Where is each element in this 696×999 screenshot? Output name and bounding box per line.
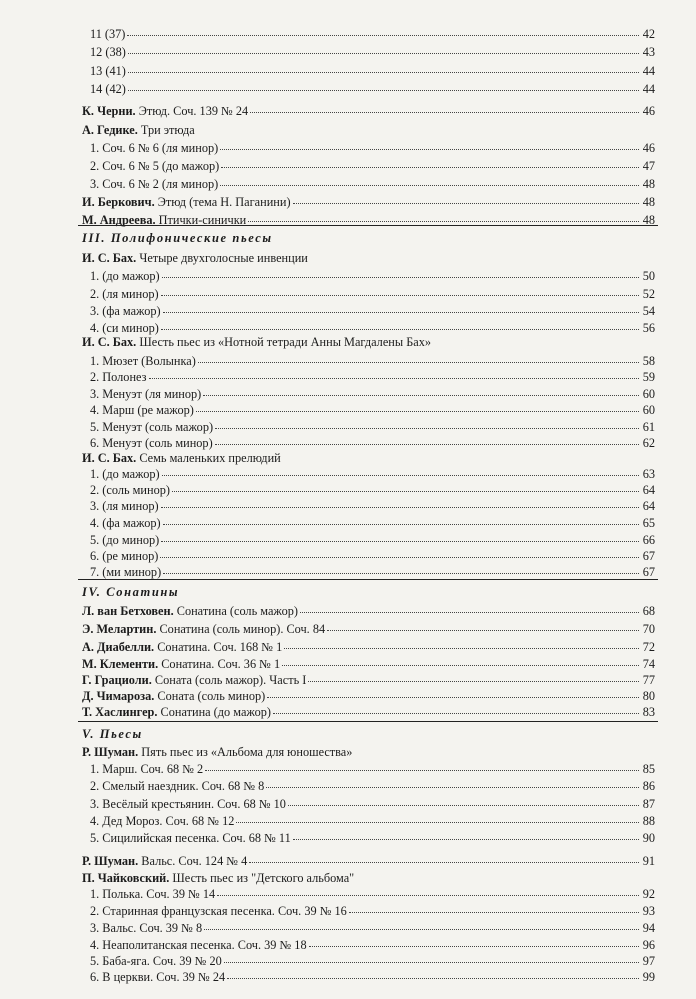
work-title: Птички-синички [158, 213, 247, 227]
page-number: 94 [642, 921, 655, 935]
dot-leader [221, 167, 639, 168]
composer-name: И. С. Бах. [82, 335, 137, 349]
item-title: 5. (до минор) [90, 533, 160, 547]
section-heading: IV. Сонатины [82, 585, 180, 599]
item-title: 1. Марш. Соч. 68 № 2 [90, 762, 204, 776]
item-title: 1. Мюзет (Волынка) [90, 354, 196, 368]
dot-leader [250, 112, 639, 113]
page-number: 67 [642, 549, 655, 563]
toc-item[interactable] [90, 795, 655, 813]
dot-leader [227, 978, 639, 979]
dot-leader [267, 697, 639, 698]
item-title: 2. Полонез [90, 370, 147, 384]
dot-leader [300, 612, 639, 613]
dot-leader [215, 428, 639, 429]
toc-item[interactable] [90, 285, 655, 303]
entry-text [82, 703, 271, 721]
item-title: 5. Сицилийская песенка. Соч. 68 № 11 [90, 831, 291, 845]
item-title: 6. (ре минор) [90, 549, 159, 563]
item-title: 3. (ля минор) [90, 499, 159, 513]
page-number: 97 [642, 954, 655, 968]
item-title: 3. Менуэт (ля минор) [90, 387, 202, 401]
item-title: 5. Баба-яга. Соч. 39 № 20 [90, 954, 222, 968]
dot-leader [266, 787, 639, 788]
toc-entry[interactable] [82, 743, 655, 761]
section-divider [78, 225, 658, 226]
toc-item[interactable] [90, 812, 655, 830]
work-title: Сонатина (соль мажор) [176, 604, 298, 618]
toc-entry[interactable] [82, 852, 655, 870]
dot-leader [249, 862, 639, 863]
toc-item[interactable] [90, 302, 655, 320]
toc-item[interactable] [90, 497, 655, 515]
dot-leader [161, 329, 639, 330]
page-number: 91 [642, 854, 655, 868]
page-number: 64 [642, 483, 655, 497]
dot-leader [309, 946, 639, 947]
toc-item[interactable] [90, 968, 655, 986]
toc-item[interactable] [90, 885, 655, 903]
page-number: 61 [642, 420, 655, 434]
composer-name: А. Диабелли. [82, 640, 155, 654]
item-title: 2. Смелый наездник. Соч. 68 № 8 [90, 779, 265, 793]
toc-item[interactable] [90, 43, 655, 61]
page-number: 50 [642, 269, 655, 283]
dot-leader [163, 524, 639, 525]
page-number: 80 [642, 689, 655, 703]
toc-entry[interactable] [82, 193, 655, 211]
composer-name: Р. Шуман. [82, 854, 139, 868]
work-title: Вальс. Соч. 124 № 4 [141, 854, 248, 868]
page-number: 54 [642, 304, 655, 318]
dot-leader [172, 491, 639, 492]
work-title: Соната (соль мажор). Часть I [154, 673, 307, 687]
work-title: Три этюда [140, 123, 195, 137]
composer-name: Э. Мелартин. [82, 622, 157, 636]
page-number: 90 [642, 831, 655, 845]
toc-entry[interactable] [82, 102, 655, 120]
toc-item[interactable] [90, 25, 655, 43]
item-title: 4. Дед Мороз. Соч. 68 № 12 [90, 814, 235, 828]
entry-text [82, 852, 247, 870]
page-number: 47 [642, 159, 655, 173]
toc-item[interactable] [90, 139, 655, 157]
page-number: 88 [642, 814, 655, 828]
entry-text [82, 211, 246, 229]
composer-name: Г. Грациоли. [82, 673, 152, 687]
work-title: Шесть пьес из "Детского альбома" [172, 871, 355, 885]
toc-item[interactable] [90, 368, 655, 386]
item-title: 11 (37) [90, 27, 126, 41]
toc-item[interactable] [90, 760, 655, 778]
work-title: Сонатина. Соч. 168 № 1 [157, 640, 283, 654]
page-number: 42 [642, 27, 655, 41]
dot-leader [293, 839, 639, 840]
work-title: Этюд (тема Н. Паганини) [157, 195, 291, 209]
toc-entry[interactable] [82, 211, 655, 229]
item-title: 13 (41) [90, 64, 126, 78]
toc-item[interactable] [90, 175, 655, 193]
dot-leader [236, 822, 639, 823]
dot-leader [161, 541, 639, 542]
item-title: 7. (ми минор) [90, 565, 162, 579]
dot-leader [128, 90, 639, 91]
dot-leader [349, 912, 639, 913]
entry-text [82, 620, 325, 638]
page-number: 43 [642, 45, 655, 59]
composer-name: И. С. Бах. [82, 451, 137, 465]
page-number: 44 [642, 82, 655, 96]
entry-text [82, 249, 308, 267]
page-number: 46 [642, 141, 655, 155]
item-title: 1. (до мажор) [90, 269, 160, 283]
toc-item[interactable] [90, 401, 655, 419]
toc-entry[interactable] [82, 620, 655, 638]
page-number: 46 [642, 104, 655, 118]
work-title: Шесть пьес из «Нотной тетради Анны Магдалены Бах» [139, 335, 432, 349]
page-number: 62 [642, 436, 655, 450]
dot-leader [248, 221, 639, 222]
dot-leader [203, 395, 639, 396]
toc-item[interactable] [90, 514, 655, 532]
page-number: 83 [642, 705, 655, 719]
page-number: 66 [642, 533, 655, 547]
dot-leader [273, 713, 639, 714]
entry-text [82, 102, 248, 120]
page-number: 96 [642, 938, 655, 952]
page-number: 93 [642, 904, 655, 918]
page-number: 67 [642, 565, 655, 579]
item-title: 6. Менуэт (соль минор) [90, 436, 213, 450]
page-number: 60 [642, 403, 655, 417]
toc-item[interactable] [90, 80, 655, 98]
dot-leader [224, 962, 639, 963]
dot-leader [204, 929, 639, 930]
item-title: 14 (42) [90, 82, 126, 96]
page-number: 44 [642, 64, 655, 78]
dot-leader [160, 557, 639, 558]
toc-entry[interactable] [82, 333, 655, 351]
item-title: 3. Весёлый крестьянин. Соч. 68 № 10 [90, 797, 286, 811]
page-number: 85 [642, 762, 655, 776]
toc-entry[interactable] [82, 121, 655, 139]
item-title: 3. Вальс. Соч. 39 № 8 [90, 921, 203, 935]
toc-entry[interactable] [82, 638, 655, 656]
page-number: 87 [642, 797, 655, 811]
composer-name: Д. Чимароза. [82, 689, 155, 703]
item-title: 2. Старинная французская песенка. Соч. 39 № 16 [90, 904, 347, 918]
composer-name: И. С. Бах. [82, 251, 137, 265]
dot-leader [220, 149, 639, 150]
dot-leader [198, 362, 639, 363]
toc-item[interactable] [90, 267, 655, 285]
dot-leader [162, 277, 639, 278]
page-number: 70 [642, 622, 655, 636]
item-title: 4. (си минор) [90, 321, 159, 335]
page-number: 74 [642, 657, 655, 671]
page-number: 60 [642, 387, 655, 401]
dot-leader [128, 72, 639, 73]
toc-item[interactable] [90, 157, 655, 175]
item-title: 1. (до мажор) [90, 467, 160, 481]
section-heading: V. Пьесы [82, 727, 143, 741]
work-title: Сонатина (до мажор) [160, 705, 271, 719]
item-title: 12 (38) [90, 45, 126, 59]
dot-leader [161, 507, 639, 508]
composer-name: М. Андреева. [82, 213, 156, 227]
item-title: 2. Соч. 6 № 5 (до мажор) [90, 159, 220, 173]
dot-leader [128, 53, 639, 54]
toc-item[interactable] [90, 902, 655, 920]
item-title: 4. Марш (ре мажор) [90, 403, 194, 417]
dot-leader [127, 35, 639, 36]
item-title: 4. (фа мажор) [90, 516, 161, 530]
page-number: 63 [642, 467, 655, 481]
dot-leader [215, 444, 639, 445]
composer-name: М. Клементи. [82, 657, 159, 671]
dot-leader [308, 681, 639, 682]
page-number: 59 [642, 370, 655, 384]
dot-leader [205, 770, 639, 771]
entry-text [82, 333, 431, 351]
section-heading: III. Полифонические пьесы [82, 231, 273, 245]
page-number: 72 [642, 640, 655, 654]
section-divider [78, 579, 658, 580]
page-number: 86 [642, 779, 655, 793]
section-divider [78, 721, 658, 722]
dot-leader [163, 573, 639, 574]
page-number: 92 [642, 887, 655, 901]
dot-leader [161, 295, 639, 296]
toc-item[interactable] [90, 919, 655, 937]
composer-name: Л. ван Бетховен. [82, 604, 174, 618]
work-title: Четыре двухголосные инвенции [139, 251, 308, 265]
item-title: 4. Неаполитанская песенка. Соч. 39 № 18 [90, 938, 307, 952]
dot-leader [293, 203, 639, 204]
entry-text [82, 743, 352, 761]
page-number: 48 [642, 213, 655, 227]
page-number: 52 [642, 287, 655, 301]
dot-leader [196, 411, 639, 412]
entry-text [82, 121, 195, 139]
dot-leader [284, 648, 639, 649]
composer-name: А. Гедике. [82, 123, 138, 137]
work-title: Сонатина (соль минор). Соч. 84 [159, 622, 326, 636]
page-number: 56 [642, 321, 655, 335]
item-title: 1. Полька. Соч. 39 № 14 [90, 887, 216, 901]
page-number: 77 [642, 673, 655, 687]
entry-text [82, 602, 298, 620]
page-number: 99 [642, 970, 655, 984]
composer-name: К. Черни. [82, 104, 136, 118]
page-number: 64 [642, 499, 655, 513]
toc-item[interactable] [90, 62, 655, 80]
page-number: 48 [642, 195, 655, 209]
dot-leader [282, 665, 639, 666]
entry-text [82, 193, 291, 211]
composer-name: Р. Шуман. [82, 745, 139, 759]
work-title: Соната (соль минор) [157, 689, 266, 703]
toc-item[interactable] [90, 777, 655, 795]
work-title: Семь маленьких прелюдий [139, 451, 281, 465]
work-title: Пять пьес из «Альбома для юношества» [141, 745, 353, 759]
item-title: 1. Соч. 6 № 6 (ля минор) [90, 141, 219, 155]
composer-name: И. Беркович. [82, 195, 155, 209]
item-title: 3. Соч. 6 № 2 (ля минор) [90, 177, 219, 191]
item-title: 2. (ля минор) [90, 287, 159, 301]
toc-entry[interactable] [82, 249, 655, 267]
work-title: Сонатина. Соч. 36 № 1 [161, 657, 281, 671]
toc-item[interactable] [90, 829, 655, 847]
dot-leader [327, 630, 639, 631]
dot-leader [162, 475, 639, 476]
dot-leader [149, 378, 640, 379]
item-title: 6. В церкви. Соч. 39 № 24 [90, 970, 226, 984]
page-number: 68 [642, 604, 655, 618]
dot-leader [163, 312, 639, 313]
entry-text [82, 638, 282, 656]
page-number: 48 [642, 177, 655, 191]
toc-entry[interactable] [82, 602, 655, 620]
page-number: 58 [642, 354, 655, 368]
toc-entry[interactable] [82, 703, 655, 721]
page-number: 65 [642, 516, 655, 530]
composer-name: П. Чайковский. [82, 871, 170, 885]
dot-leader [217, 895, 639, 896]
work-title: Этюд. Соч. 139 № 24 [138, 104, 249, 118]
item-title: 5. Менуэт (соль мажор) [90, 420, 214, 434]
composer-name: Т. Хаслингер. [82, 705, 158, 719]
dot-leader [220, 185, 639, 186]
item-title: 2. (соль минор) [90, 483, 170, 497]
dot-leader [288, 805, 639, 806]
item-title: 3. (фа мажор) [90, 304, 161, 318]
